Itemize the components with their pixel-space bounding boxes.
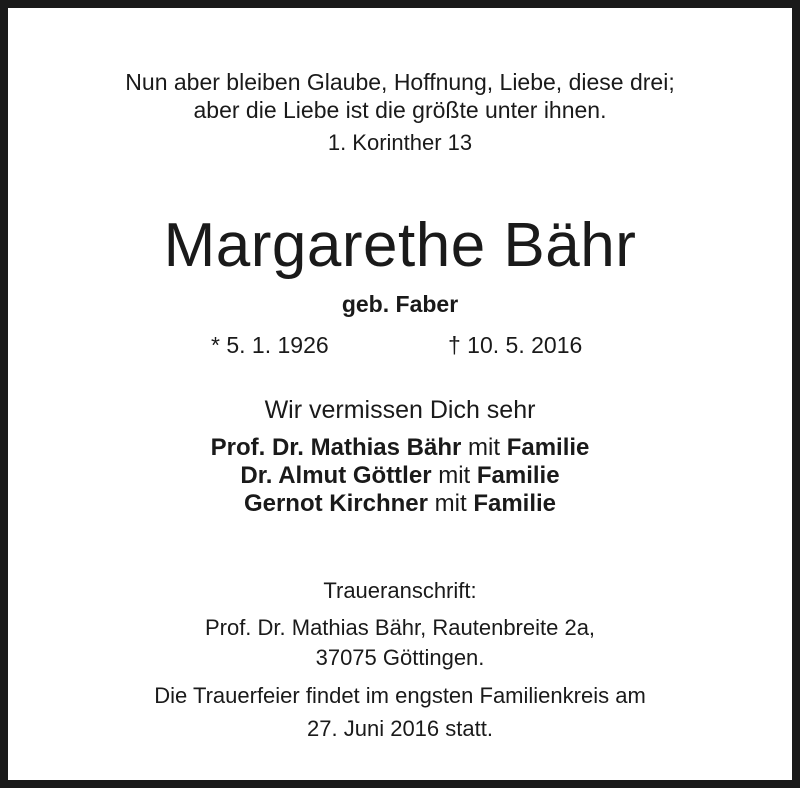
mourner-suffix: Familie [506, 434, 590, 461]
ceremony-line-2: 27. Juni 2016 statt. [307, 716, 493, 741]
mourner-connector: mit [468, 434, 501, 461]
mourner-line [16, 434, 784, 462]
address-label: Traueranschrift: [323, 578, 477, 603]
bible-verse-line-1: Nun aber bleiben Glaube, Hoffnung, Liebe, diese drei; [125, 69, 675, 95]
mourner-suffix: Familie [473, 490, 557, 517]
deceased-name: Margarethe Bähr [163, 211, 637, 280]
mourner-connector: mit [438, 462, 471, 489]
mourner-line [16, 490, 784, 518]
death-date: † 10. 5. 2016 [448, 332, 583, 358]
mourner-suffix: Familie [476, 462, 560, 489]
mourner-name: Gernot Kirchner [243, 490, 428, 517]
mourner-connector: mit [434, 490, 467, 517]
death-notice [16, 16, 784, 772]
mourner-line [16, 462, 784, 490]
ceremony-line-1: Die Trauerfeier findet im engsten Familienkreis am [154, 683, 646, 708]
maiden-name: geb. Faber [341, 291, 459, 317]
birth-date: * 5. 1. 1926 [211, 332, 329, 358]
mourner-name: Prof. Dr. Mathias Bähr [210, 434, 462, 461]
address-city: 37075 Göttingen. [315, 645, 485, 670]
mourner-name: Dr. Almut Göttler [240, 462, 432, 489]
mourners-intro: Wir vermissen Dich sehr [264, 396, 536, 424]
address-street: Prof. Dr. Mathias Bähr, Rautenbreite 2a, [204, 615, 596, 640]
bible-verse-reference: 1. Korinther 13 [327, 130, 473, 155]
bible-verse-line-2: aber die Liebe ist die größte unter ihnen. [193, 97, 607, 123]
life-dates [16, 332, 784, 362]
